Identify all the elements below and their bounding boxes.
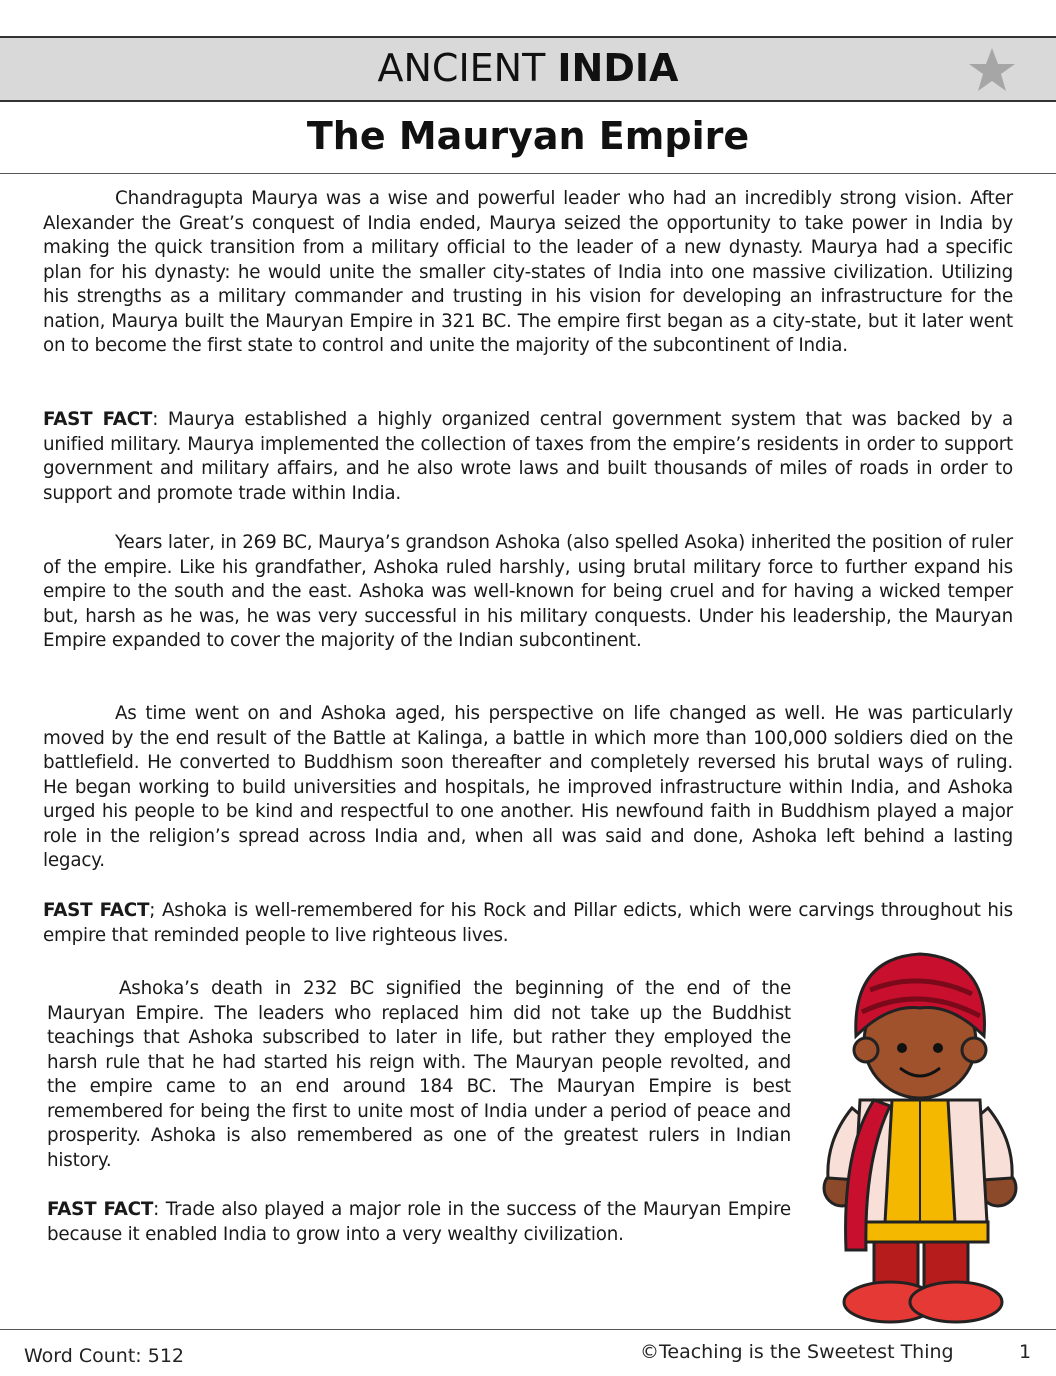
fast-fact-label: FAST FACT [43,900,150,921]
fast-fact-2 [43,899,1013,948]
fast-fact-separator: ; [149,900,156,921]
fast-fact-text: Trade also played a major role in the success of the Mauryan Empire because it enabled India to grow into a very wealthy civilization. [47,1199,791,1245]
page-title: The Mauryan Empire [306,114,750,158]
fast-fact-1 [43,408,1013,506]
fast-fact-text: Maurya established a highly organized central government system that was backed by a unified military. Maurya implemented the collection of taxes from the empire’s residents in order to support government and military affairs, and he also wrote laws and built thousands of miles of roads in order to support and promote trade within India. [43,409,1013,504]
banner-title-light: ANCIENT [377,46,546,90]
word-count: Word Count: 512 [24,1345,185,1367]
fast-fact-label: FAST FACT [47,1199,154,1220]
fast-fact-separator: : [152,409,159,430]
page-number: 1 [1019,1341,1032,1363]
header-banner [0,36,1056,102]
fast-fact-text: Ashoka is well-remembered for his Rock and Pillar edicts, which were carvings throughout his empire that reminded people to live righteous lives. [43,900,1013,946]
banner-title-bold: INDIA [557,46,679,90]
fast-fact-separator: : [153,1199,160,1220]
title-divider [0,173,1056,174]
copyright: ©Teaching is the Sweetest Thing [640,1341,954,1363]
paragraph-1: Chandragupta Maurya was a wise and powerful leader who had an incredibly strong vision. After Alexander the Great’s conquest of India ended, Maurya seized the opportunity to take power in India by making the quick transition from a military official to the leader of a new dynasty. Maurya had a specific plan for his dynasty: he would unite the smaller city-states of India into one massive civilization. Utilizing his strengths as a military commander and trusting in his vision for developing an infrastructure for the nation, Maurya built the Mauryan Empire in 321 BC. The empire first began as a city-state, but it later went on to become the first state to control and unite the majority of the subcontinent of India. [43,188,1013,356]
star-icon [968,46,1016,94]
paragraph-2: Years later, in 269 BC, Maurya’s grandson Ashoka (also spelled Asoka) inherited the position of ruler of the empire. Like his grandfather, Ashoka ruled harshly, using brutal military force to further expand his empire to the south and the east. Ashoka was well-known for being cruel and for having a wicked temper but, harsh as he was, he was very successful in his military conquests. Under his leadership, the Mauryan Empire expanded to cover the majority of the Indian subcontinent. [43,532,1013,651]
footer-divider [0,1329,1056,1330]
paragraph-3: As time went on and Ashoka aged, his perspective on life changed as well. He was particularly moved by the end result of the Battle at Kalinga, a battle in which more than 100,000 soldiers died on the battlefield. He converted to Buddhism soon thereafter and completely reversed his brutal ways of ruling. He began working to build universities and hospitals, he improved infrastructure within India, and Ashoka urged his people to be kind and respectful to one another. His newfound faith in Buddhism played a major role in the religion’s spread across India and, when all was said and done, Ashoka left behind a lasting legacy. [43,703,1013,871]
paragraph-4: Ashoka’s death in 232 BC signified the beginning of the end of the Mauryan Empire. The leaders who replaced him did not take up the Buddhist teachings that Ashoka subscribed to later in life, but rather they employed the harsh rule that he had started his reign with. The Mauryan people revolted, and the empire came to an end around 184 BC. The Mauryan Empire is best remembered for being the first to unite most of India under a period of peace and prosperity. Ashoka is also remembered as one of the greatest rulers in Indian history. [47,978,791,1171]
indian-boy-illustration [812,950,1028,1330]
fast-fact-3 [47,1198,791,1247]
banner-title [0,46,1056,90]
fast-fact-label: FAST FACT [43,409,153,430]
